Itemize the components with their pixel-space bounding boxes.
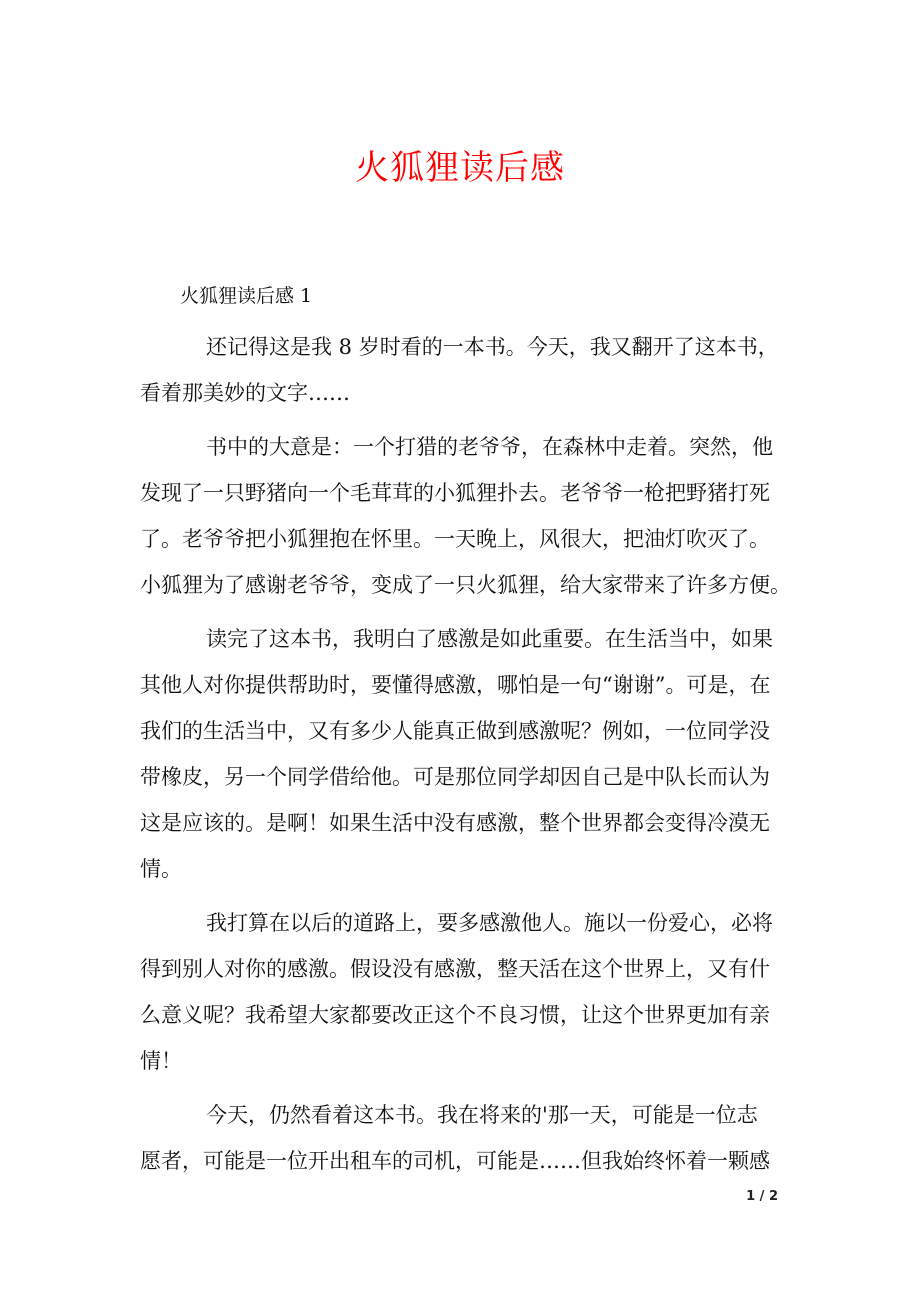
paragraph-1 — [140, 324, 786, 416]
paragraph-3 — [140, 616, 786, 892]
text-line: 我打算在以后的道路上，要多感激他人。施以一份爱心，必将 — [206, 911, 773, 935]
paragraph-4 — [140, 900, 786, 1084]
document-title: 火狐狸读后感 — [355, 148, 565, 188]
text-line: 这是应该的。是啊！如果生活中没有感激，整个世界都会变得冷漠无 — [140, 811, 770, 835]
paragraph-2 — [140, 424, 791, 608]
text-line: 得到别人对你的感激。假设没有感激，整天活在这个世界上，又有什 — [140, 957, 770, 981]
section-heading: 火狐狸读后感 1 — [180, 285, 313, 307]
text-line: 其他人对你提供帮助时，要懂得感激，哪怕是一句“谢谢”。可是，在 — [140, 673, 771, 697]
text-line: 今天，仍然看着这本书。我在将来的'那一天，可能是一位志 — [206, 1103, 758, 1127]
document-body — [140, 276, 791, 1192]
text-line: 看着那美妙的文字…… — [140, 381, 350, 405]
text-line: 带橡皮，另一个同学借给他。可是那位同学却因自己是中队长而认为 — [140, 765, 770, 789]
text-line: 我们的生活当中，又有多少人能真正做到感激呢？例如，一位同学没 — [140, 719, 770, 743]
text-line: 情。 — [140, 857, 182, 881]
text-line: 小狐狸为了感谢老爷爷，变成了一只火狐狸，给大家带来了许多方便。 — [140, 573, 791, 597]
text-line: 书中的大意是：一个打猎的老爷爷，在森林中走着。突然，他 — [206, 435, 773, 459]
text-line: 愿者，可能是一位开出租车的司机，可能是……但我始终怀着一颗感 — [140, 1149, 770, 1173]
paragraph-5 — [140, 1092, 786, 1184]
text-line: 还记得这是我 8 岁时看的一本书。今天，我又翻开了这本书， — [206, 335, 779, 359]
text-line: 读完了这本书，我明白了感激是如此重要。在生活当中，如果 — [206, 627, 773, 651]
text-line: 么意义呢？我希望大家都要改正这个不良习惯，让这个世界更加有亲 — [140, 1003, 770, 1027]
page-indicator: 1 / 2 — [746, 1189, 778, 1204]
text-line: 情！ — [140, 1049, 182, 1073]
text-line: 了。老爷爷把小狐狸抱在怀里。一天晚上，风很大，把油灯吹灭了。 — [140, 527, 770, 551]
text-line: 发现了一只野猪向一个毛茸茸的小狐狸扑去。老爷爷一枪把野猪打死 — [140, 481, 770, 505]
